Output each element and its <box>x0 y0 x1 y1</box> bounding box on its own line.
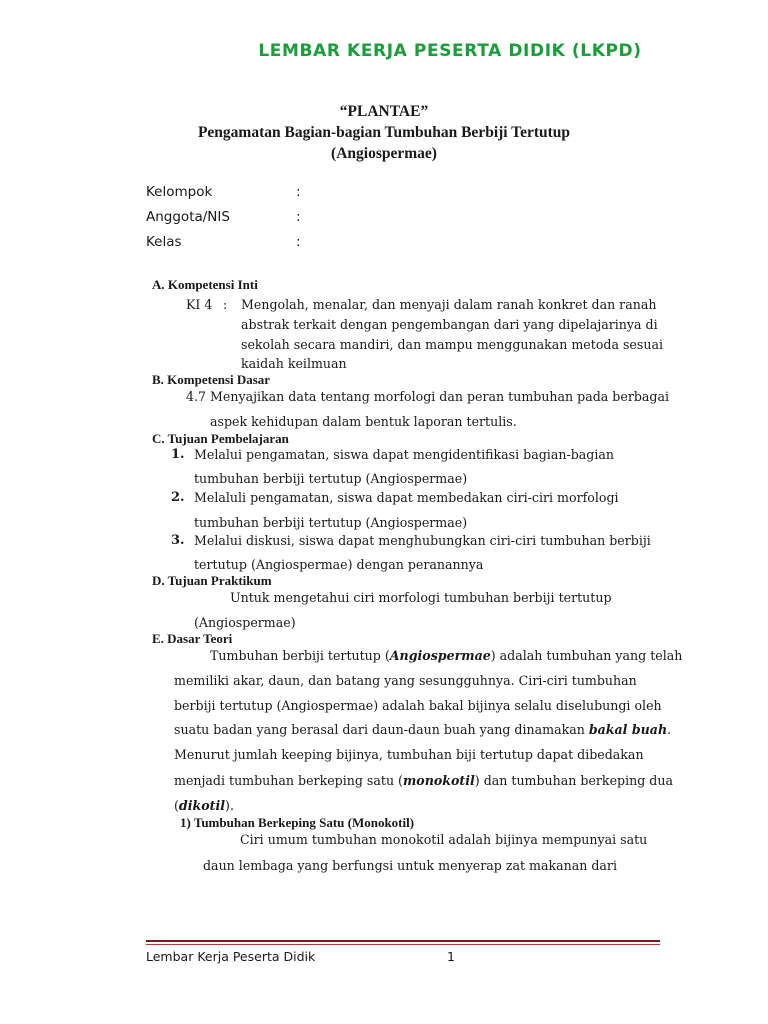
kd-line-2: aspek kehidupan dalam bentuk laporan tertulis. <box>210 414 517 429</box>
praktikum-line-1: Untuk mengetahui ciri morfologi tumbuhan berbiji tertutup <box>230 590 612 605</box>
kelompok-colon: : <box>296 184 301 200</box>
kd-line-1: 4.7 Menyajikan data tentang morfologi dan peran tumbuhan pada berbagai <box>186 389 670 404</box>
tujuan-2-line-1: Melaluli pengamatan, siswa dapat membedakan ciri-ciri morfologi <box>194 490 619 505</box>
kelas-label: Kelas <box>146 234 182 250</box>
tujuan-2-num: 2. <box>171 490 185 505</box>
teori-line-5: Menurut jumlah keeping bijinya, tumbuhan biji tertutup dapat dibedakan <box>174 747 644 762</box>
section-a-heading: A. Kompetensi Inti <box>152 277 258 292</box>
tujuan-1-line-1: Melalui pengamatan, siswa dapat mengidentifikasi bagian-bagian <box>194 447 614 462</box>
page-number: 1 <box>447 949 455 964</box>
kelas-colon: : <box>296 234 301 250</box>
teori-line-6: menjadi tumbuhan berkeping satu (monokotil) dan tumbuhan berkeping dua <box>174 773 673 788</box>
footer-rule-thin <box>146 944 660 945</box>
section-e-heading: E. Dasar Teori <box>152 631 233 646</box>
section-c-heading: C. Tujuan Pembelajaran <box>152 431 289 446</box>
monokotil-line-2: daun lembaga yang berfungsi untuk menyerap zat makanan dari <box>203 858 617 873</box>
lkpd-title: LEMBAR KERJA PESERTA DIDIK (LKPD) <box>258 41 642 61</box>
tujuan-3-line-1: Melalui diskusi, siswa dapat menghubungkan ciri-ciri tumbuhan berbiji <box>194 533 651 548</box>
ki4-line-3: sekolah secara mandiri, dan mampu menggunakan metoda sesuai <box>241 337 663 352</box>
section-b-heading: B. Kompetensi Dasar <box>152 372 271 387</box>
tujuan-3-num: 3. <box>171 533 185 548</box>
praktikum-line-2: (Angiospermae) <box>194 615 296 630</box>
teori-line-3: berbiji tertutup (Angiospermae) adalah bakal bijinya selalu diselubungi oleh <box>174 698 662 713</box>
teori-line-7: (dikotil). <box>174 798 234 813</box>
tujuan-1-line-2: tumbuhan berbiji tertutup (Angiospermae) <box>194 471 468 486</box>
title-plantae: “PLANTAE” <box>339 103 429 120</box>
teori-line-2: memiliki akar, daun, dan batang yang sesungguhnya. Ciri-ciri tumbuhan <box>174 673 637 688</box>
tujuan-3-line-2: tertutup (Angiospermae) dengan peranannya <box>194 557 484 572</box>
ki4-line-4: kaidah keilmuan <box>241 356 347 371</box>
anggota-colon: : <box>296 209 301 225</box>
ki4-line-1: Mengolah, menalar, dan menyaji dalam ranah konkret dan ranah <box>241 297 657 312</box>
footer-title: Lembar Kerja Peserta Didik <box>146 949 316 964</box>
ki4-colon: : <box>223 297 228 312</box>
teori-line-4: suatu badan yang berasal dari daun-daun buah yang dinamakan bakal buah. <box>174 722 672 737</box>
monokotil-heading: 1) Tumbuhan Berkeping Satu (Monokotil) <box>180 815 415 830</box>
tujuan-1-num: 1. <box>171 447 185 462</box>
kelompok-label: Kelompok <box>146 184 213 200</box>
monokotil-line-1: Ciri umum tumbuhan monokotil adalah bijinya mempunyai satu <box>240 832 648 847</box>
title-subtitle: Pengamatan Bagian-bagian Tumbuhan Berbiji Tertutup <box>197 124 571 141</box>
section-d-heading: D. Tujuan Praktikum <box>152 573 272 588</box>
anggota-label: Anggota/NIS <box>146 209 230 225</box>
title-angiospermae: (Angiospermae) <box>331 145 437 162</box>
tujuan-2-line-2: tumbuhan berbiji tertutup (Angiospermae) <box>194 515 468 530</box>
footer-rule-thick <box>146 940 660 942</box>
ki4-label: KI 4 <box>186 297 213 312</box>
teori-line-1: Tumbuhan berbiji tertutup (Angiospermae) adalah tumbuhan yang telah <box>210 648 683 663</box>
ki4-line-2: abstrak terkait dengan pengembangan dari yang dipelajarinya di <box>241 317 658 332</box>
